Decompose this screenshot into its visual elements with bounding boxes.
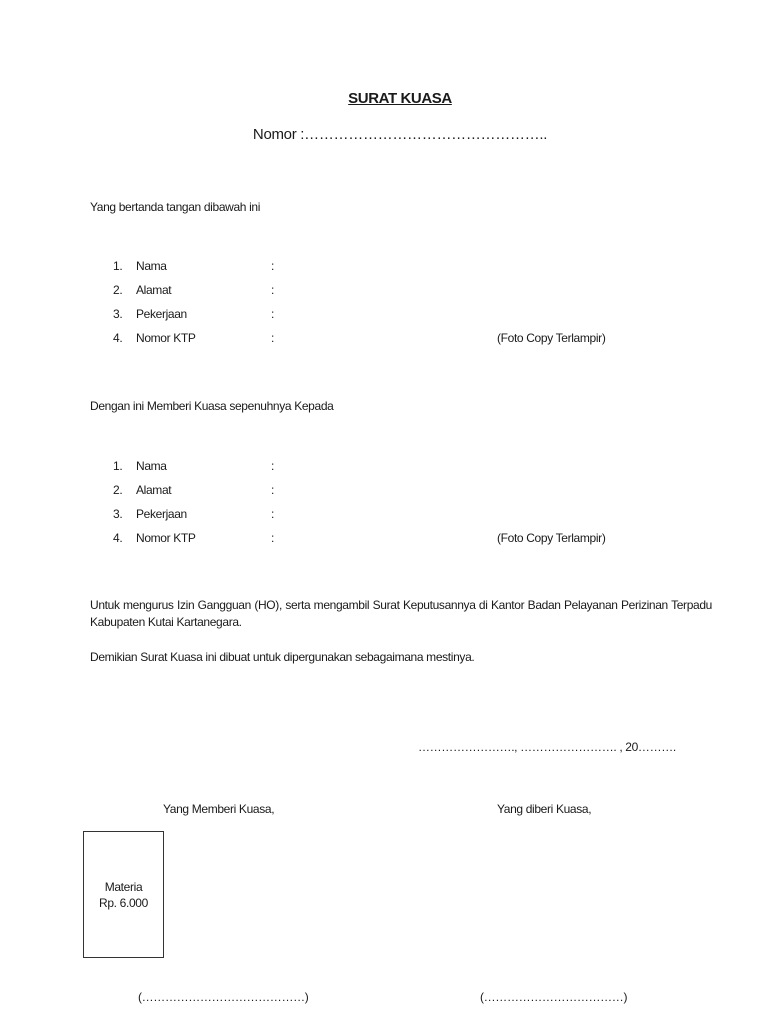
intro-text: Yang bertanda tangan dibawah ini <box>90 200 261 214</box>
signature-left: (……………………………………) <box>138 990 309 1004</box>
signature-right: (………………………………) <box>480 990 628 1004</box>
date-line: ……………………., ……………………. , 20………. <box>418 740 676 754</box>
signer-left-label: Yang Memberi Kuasa, <box>163 802 275 816</box>
purpose-paragraph: Untuk mengurus Izin Gangguan (HO), serta mengambil Surat Keputusannya di Kantor Badan Pelayanan Perizinan Terpadu Kabupaten Kutai Kartanegara. <box>90 598 712 629</box>
materai-label: Materia <box>104 879 143 894</box>
closing-text: Demikian Surat Kuasa ini dibuat untuk dipergunakan sebagaimana mestinya. <box>90 650 475 664</box>
document-title: SURAT KUASA <box>348 90 452 107</box>
materai-value: Rp. 6.000 <box>99 895 148 910</box>
document-number: Nomor :………………………………………….. <box>252 126 548 143</box>
signer-right-label: Yang diberi Kuasa, <box>497 802 592 816</box>
kuasa-intro-text: Dengan ini Memberi Kuasa sepenuhnya Kepada <box>90 399 334 413</box>
materai-stamp-box <box>83 831 164 958</box>
